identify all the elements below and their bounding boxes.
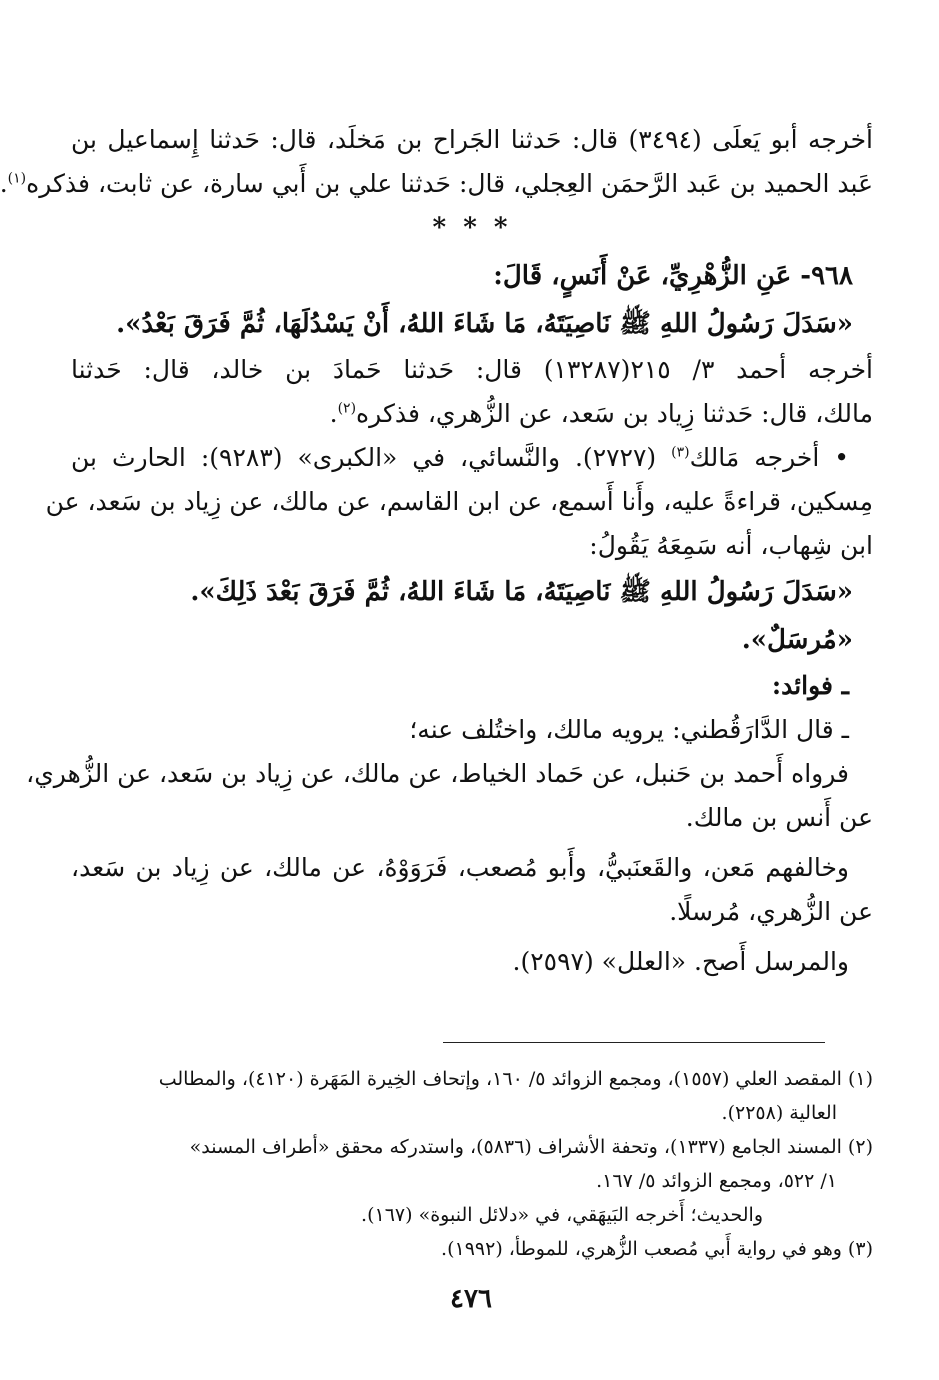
paragraph-line — [71, 436, 873, 480]
paragraph-line: ابن شِهاب، أنه سَمِعَهُ يَقُولُ: — [589, 531, 873, 560]
paragraph-line: عن الزُّهري، مُرسلًا. — [669, 897, 873, 926]
section-separator: * * * — [432, 213, 512, 243]
hadith-text: «سَدَلَ رَسُولُ اللهِ ﷺ نَاصِيَتَهُ، مَا شَاءَ اللهُ، أَنْ يَسْدُلَهَا، ثُمَّ فَرَقَ بَعْدُ». — [116, 309, 853, 339]
grading-label: «مُرسَلٌ». — [741, 625, 853, 655]
footnote-line: ١/ ٥٢٢، ومجمع الزوائد ٥/ ١٦٧. — [596, 1170, 837, 1192]
footnotes — [71, 1062, 873, 1266]
line-end: . — [329, 399, 338, 428]
paragraph-line — [71, 392, 873, 436]
footnote-line: (٣) وهو في رواية أَبي مُصعب الزُّهري، للموطأ، (١٩٩٢). — [441, 1238, 873, 1260]
benefits-heading: ـ فوائد: — [771, 671, 849, 700]
page-number: ٤٧٦ — [450, 1284, 492, 1314]
paragraph-line: فرواه أَحمد بن حَنبل، عن حَماد الخياط، عن مالك، عن زِياد بن سَعد، عن الزُّهري، — [26, 759, 849, 788]
paragraph-line: مِسكين، قراءةً عليه، وأَنا أَسمع، عن ابن القاسم، عن مالك، عن زِياد بن سَعد، عن — [45, 487, 873, 516]
paragraph-line: أخرجه أبو يَعلَى (٣٤٩٤) قال: حَدثنا الجَراح بن مَخلَد، قال: حَدثنا إِسماعيل بن — [71, 125, 873, 154]
line-end: . — [0, 169, 8, 198]
main-text — [0, 118, 874, 984]
line-text: عَبد الحميد بن عَبد الرَّحمَن العِجلي، قال: حَدثنا علي بن أَبي سارة، عن ثابت، فذكره — [26, 169, 873, 198]
line-text: • أخرجه مَالك — [689, 443, 850, 472]
footnote-marker[interactable]: (٢) — [337, 400, 357, 417]
footnote-line: (١) المقصد العلي (١٥٥٧)، ومجمع الزوائد ٥/ ١٦٠، وإتحاف الخِيرة المَهَرة (٤١٢٠)، والمطالب — [158, 1068, 873, 1090]
hadith-heading: ٩٦٨- عَنِ الزُّهْرِيِّ، عَنْ أَنَسٍ، قَالَ: — [493, 261, 853, 291]
line-text: (٢٧٢٧). والنَّسائي، في «الكبرى» (٩٢٨٣): الحارث بن — [71, 443, 672, 472]
footnote-divider — [443, 1042, 825, 1043]
footnote-marker[interactable]: (٣) — [671, 444, 690, 461]
hadith-text: «سَدَلَ رَسُولُ اللهِ ﷺ نَاصِيَتَهُ، مَا شَاءَ اللهُ، ثُمَّ فَرَقَ بَعْدَ ذَلِكَ». — [190, 577, 853, 607]
footnote-line: العالية (٢٢٥٨). — [721, 1102, 837, 1124]
footnote-line: (٢) المسند الجامع (١٣٣٧)، وتحفة الأشراف (٥٨٣٦)، واستدركه محقق «أطراف المسند» — [189, 1136, 873, 1158]
line-text: مالك، قال: حَدثنا زِياد بن سَعد، عن الزُّهري، فذكره — [356, 399, 873, 428]
paragraph-line: وخالفهم مَعن، والقَعنَبيُّ، وأَبو مُصعب، فَرَوَوْهُ، عن مالك، عن زِياد بن سَعد، — [71, 853, 849, 882]
paragraph-line: والمرسل أَصح. «العلل» (٢٥٩٧). — [512, 947, 849, 976]
paragraph-line: عن أَنس بن مالك. — [685, 803, 873, 832]
footnote-line: والحديث؛ أَخرجه البَيهَقي، في «دلائل النبوة» (١٦٧). — [361, 1204, 763, 1226]
footnote-marker[interactable]: (١) — [7, 170, 27, 187]
paragraph-line: ـ قال الدَّارَقُطني: يرويه مالك، واختُلف عنه؛ — [409, 715, 849, 744]
paragraph-line: أخرجه أحمد ٣/ ٢١٥(١٣٢٨٧) قال: حَدثنا حَمادَ بن خالد، قال: حَدثنا — [71, 355, 874, 384]
paragraph-line — [0, 162, 873, 206]
